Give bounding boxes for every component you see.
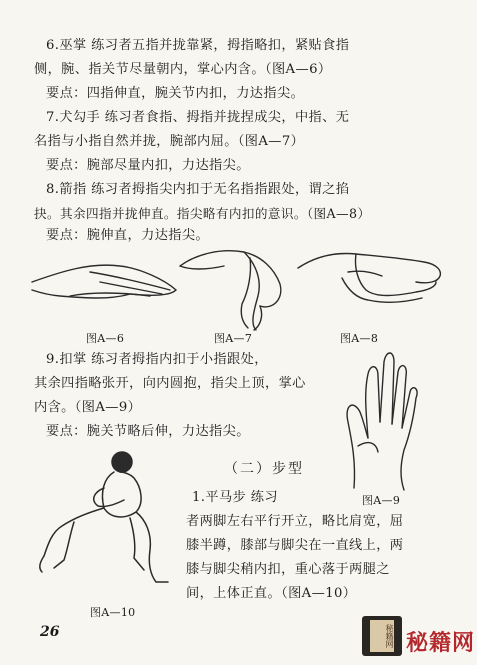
watermark-text: 秘籍网 <box>406 631 476 656</box>
text-line-16: 膝半蹲，膝部与脚尖在一直线上，两 <box>186 538 404 553</box>
text-line-17: 膝与脚尖稍内扣，重心落于两腿之 <box>186 562 390 577</box>
text-line-8: 抉。其余四指并拢伸直。指尖略有内扣的意识。（图A—8） <box>34 206 371 221</box>
text-line-3: 要点：四指伸直，腕关节内扣，力达指尖。 <box>46 86 305 101</box>
section-heading: （二）步型 <box>224 461 304 477</box>
text-line-5: 名指与小指自然并拢，腕部内屈。（图A—7） <box>34 134 305 149</box>
hand-illustration-a7 <box>176 244 296 334</box>
hand-illustration-a6 <box>30 252 180 327</box>
text-line-10: 9.扣掌 练习者拇指内扣于小指跟处， <box>46 352 268 367</box>
text-line-4: 7.犬勾手 练习者食指、拇指并拢捏成尖，中指、无 <box>46 110 350 125</box>
text-line-15: 者两脚左右平行开立，略比肩宽，屈 <box>186 514 404 529</box>
page-number: 26 <box>40 624 60 640</box>
caption-a6: 图A—6 <box>86 332 125 345</box>
text-line-9: 要点：腕伸直，力达指尖。 <box>46 228 210 243</box>
caption-a7: 图A—7 <box>214 332 253 345</box>
watermark-seal: 秘籍网 <box>370 620 394 652</box>
hand-illustration-a9 <box>334 342 424 492</box>
watermark-logo-icon <box>362 616 402 656</box>
text-line-11: 其余四指略张开，向内圆抱，指尖上顶，掌心 <box>34 376 306 391</box>
text-line-18: 间，上体正直。（图A—10） <box>186 586 357 601</box>
text-line-13: 要点：腕关节略后伸，力达指尖。 <box>46 424 250 439</box>
text-line-6: 要点：腕部尽量内扣，力达指尖。 <box>46 158 250 173</box>
hand-illustration-a8 <box>296 248 446 318</box>
caption-a10: 图A—10 <box>90 606 136 619</box>
text-line-7: 8.箭指 练习者拇指尖内扣于无名指指跟处，谓之掐 <box>46 182 350 197</box>
text-line-2: 侧，腕、指关节尽量朝内，掌心内含。（图A—6） <box>34 62 332 77</box>
text-line-12: 内含。（图A—9） <box>34 400 142 415</box>
text-line-14: 1.平马步 练习 <box>192 490 278 505</box>
caption-a8: 图A—8 <box>340 332 379 345</box>
text-line-1: 6.巫掌 练习者五指并拢靠紧，拇指略扣，紧贴食指 <box>46 38 350 53</box>
stance-illustration-a10 <box>34 448 184 598</box>
caption-a9: 图A—9 <box>362 494 401 507</box>
